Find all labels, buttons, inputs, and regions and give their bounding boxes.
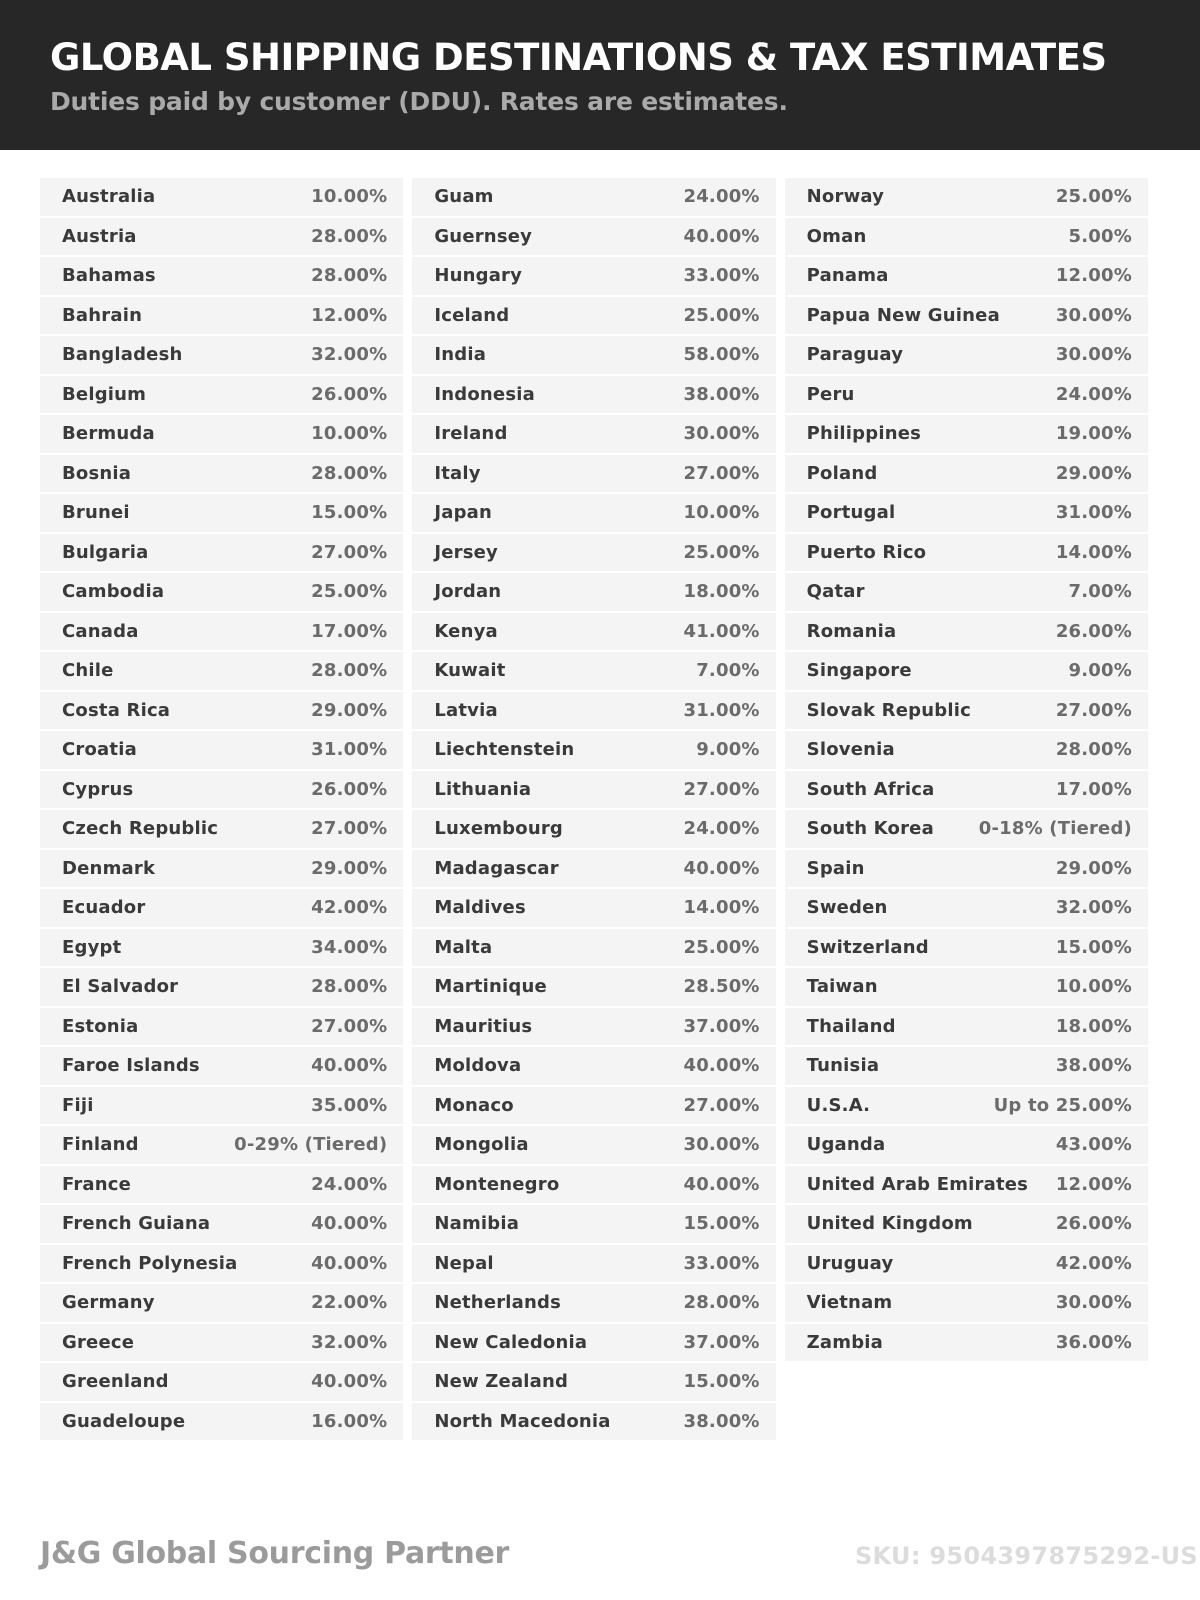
table-row xyxy=(412,929,775,967)
tax-rate: 9.00% xyxy=(1068,660,1132,682)
tax-rate: 41.00% xyxy=(683,620,760,642)
tax-rate: 40.00% xyxy=(311,1213,388,1235)
tax-rate: 24.00% xyxy=(683,818,760,840)
tax-rate: 27.00% xyxy=(311,541,388,563)
table-row xyxy=(40,613,403,651)
country-name: Latvia xyxy=(434,699,498,721)
country-name: Guernsey xyxy=(434,225,533,247)
table-row xyxy=(40,178,403,216)
country-name: Mongolia xyxy=(434,1134,529,1156)
table-row xyxy=(40,573,403,611)
table-row xyxy=(785,1205,1148,1243)
tax-rate: 30.00% xyxy=(1055,304,1132,326)
table-row xyxy=(412,297,775,335)
table-row xyxy=(40,968,403,1006)
tax-rate: 28.00% xyxy=(311,976,388,998)
tax-rate: 33.00% xyxy=(683,265,760,287)
table-row xyxy=(40,731,403,769)
tax-rate: 18.00% xyxy=(683,581,760,603)
tax-rate: 30.00% xyxy=(683,423,760,445)
country-name: Slovenia xyxy=(806,739,895,761)
table-row xyxy=(412,1087,775,1125)
tax-rate: 29.00% xyxy=(311,699,388,721)
table-row xyxy=(785,1008,1148,1046)
country-name: Estonia xyxy=(62,1015,139,1037)
tax-rate: 0-18% (Tiered) xyxy=(978,818,1132,840)
tax-table xyxy=(40,178,1148,1442)
table-row xyxy=(412,968,775,1006)
table-row xyxy=(785,889,1148,927)
table-row xyxy=(40,652,403,690)
tax-rate: 33.00% xyxy=(683,1252,760,1274)
tax-rate: 12.00% xyxy=(311,304,388,326)
table-row xyxy=(40,1008,403,1046)
table-row xyxy=(40,692,403,730)
table-row xyxy=(40,494,403,532)
tax-rate: 40.00% xyxy=(683,857,760,879)
table-row xyxy=(785,731,1148,769)
table-row xyxy=(40,1047,403,1085)
tax-rate: 24.00% xyxy=(1055,383,1132,405)
tax-rate: 40.00% xyxy=(311,1055,388,1077)
table-row xyxy=(412,889,775,927)
tax-rate: 28.50% xyxy=(683,976,760,998)
page-subtitle: Duties paid by customer (DDU). Rates are estimates. xyxy=(50,86,788,116)
tax-rate: 28.00% xyxy=(1055,739,1132,761)
country-name: Uruguay xyxy=(806,1252,894,1274)
table-row xyxy=(785,810,1148,848)
table-row xyxy=(412,810,775,848)
country-name: Taiwan xyxy=(806,976,878,998)
tax-rate: 40.00% xyxy=(311,1371,388,1393)
country-name: India xyxy=(434,344,487,366)
country-name: Japan xyxy=(434,502,493,524)
tax-rate: 31.00% xyxy=(683,699,760,721)
tax-rate: 17.00% xyxy=(1055,778,1132,800)
table-row xyxy=(785,494,1148,532)
table-row xyxy=(40,1126,403,1164)
tax-rate: 38.00% xyxy=(683,383,760,405)
table-row xyxy=(412,257,775,295)
country-name: Bangladesh xyxy=(62,344,183,366)
country-name: Jordan xyxy=(434,581,502,603)
country-name: Spain xyxy=(806,857,865,879)
table-row xyxy=(785,1166,1148,1204)
tax-rate: 34.00% xyxy=(311,936,388,958)
tax-rate: 32.00% xyxy=(311,1331,388,1353)
country-name: Canada xyxy=(62,620,139,642)
table-row xyxy=(785,1047,1148,1085)
table-row xyxy=(412,731,775,769)
tax-rate: 25.00% xyxy=(683,541,760,563)
tax-rate: 27.00% xyxy=(683,462,760,484)
table-row xyxy=(412,376,775,414)
brand-name: J&G Global Sourcing Partner xyxy=(40,1536,510,1571)
tax-rate: 42.00% xyxy=(311,897,388,919)
country-name: Martinique xyxy=(434,976,547,998)
country-name: Kuwait xyxy=(434,660,506,682)
table-row xyxy=(412,1047,775,1085)
tax-rate: 26.00% xyxy=(311,778,388,800)
table-row xyxy=(412,1126,775,1164)
table-row xyxy=(412,415,775,453)
country-name: Peru xyxy=(806,383,855,405)
tax-rate: 19.00% xyxy=(1055,423,1132,445)
country-name: Paraguay xyxy=(806,344,904,366)
country-name: Uganda xyxy=(806,1134,886,1156)
country-name: Panama xyxy=(806,265,889,287)
table-row xyxy=(412,336,775,374)
country-name: Brunei xyxy=(62,502,130,524)
table-row xyxy=(40,929,403,967)
sku-label: SKU: 9504397875292-US xyxy=(854,1542,1198,1570)
tax-rate: 25.00% xyxy=(683,936,760,958)
tax-rate: 29.00% xyxy=(1055,462,1132,484)
tax-rate: 14.00% xyxy=(1055,541,1132,563)
country-name: Portugal xyxy=(806,502,896,524)
country-name: Sweden xyxy=(806,897,888,919)
table-row xyxy=(412,771,775,809)
country-name: Thailand xyxy=(806,1015,896,1037)
table-row xyxy=(412,455,775,493)
country-name: Faroe Islands xyxy=(62,1055,200,1077)
tax-rate: 15.00% xyxy=(1055,936,1132,958)
country-name: Madagascar xyxy=(434,857,559,879)
table-row xyxy=(785,534,1148,572)
country-name: U.S.A. xyxy=(806,1094,871,1116)
tax-rate: 15.00% xyxy=(311,502,388,524)
tax-rate: 43.00% xyxy=(1055,1134,1132,1156)
tax-rate: 22.00% xyxy=(311,1292,388,1314)
tax-rate: 10.00% xyxy=(311,186,388,208)
tax-rate: 32.00% xyxy=(1055,897,1132,919)
tax-rate: 25.00% xyxy=(683,304,760,326)
country-name: Czech Republic xyxy=(62,818,219,840)
country-name: Luxembourg xyxy=(434,818,564,840)
country-name: Papua New Guinea xyxy=(806,304,1000,326)
table-row xyxy=(785,336,1148,374)
country-name: Iceland xyxy=(434,304,510,326)
country-name: Moldova xyxy=(434,1055,522,1077)
table-row xyxy=(40,1205,403,1243)
country-name: Nepal xyxy=(434,1252,494,1274)
tax-rate: 9.00% xyxy=(696,739,760,761)
country-name: Austria xyxy=(62,225,137,247)
country-name: Bosnia xyxy=(62,462,132,484)
table-row xyxy=(412,850,775,888)
tax-rate: 17.00% xyxy=(311,620,388,642)
country-name: Ecuador xyxy=(62,897,146,919)
country-name: Indonesia xyxy=(434,383,535,405)
tax-rate: 31.00% xyxy=(311,739,388,761)
country-name: Singapore xyxy=(806,660,912,682)
table-row xyxy=(785,692,1148,730)
table-row xyxy=(412,1403,775,1441)
tax-rate: 31.00% xyxy=(1055,502,1132,524)
tax-rate: 28.00% xyxy=(311,462,388,484)
tax-rate: 40.00% xyxy=(683,1173,760,1195)
table-row xyxy=(785,178,1148,216)
country-name: South Korea xyxy=(806,818,934,840)
tax-rate: 26.00% xyxy=(311,383,388,405)
country-name: South Africa xyxy=(806,778,935,800)
tax-rate: 29.00% xyxy=(311,857,388,879)
table-row xyxy=(785,1245,1148,1283)
tax-rate: 29.00% xyxy=(1055,857,1132,879)
country-name: Bulgaria xyxy=(62,541,149,563)
country-name: Poland xyxy=(806,462,878,484)
country-name: Monaco xyxy=(434,1094,514,1116)
tax-rate: 27.00% xyxy=(311,818,388,840)
tax-rate: 30.00% xyxy=(1055,1292,1132,1314)
table-row xyxy=(412,613,775,651)
country-name: Philippines xyxy=(806,423,922,445)
table-row xyxy=(785,376,1148,414)
country-name: Tunisia xyxy=(806,1055,880,1077)
table-row xyxy=(412,573,775,611)
table-row xyxy=(785,613,1148,651)
table-row xyxy=(785,1087,1148,1125)
tax-rate: 27.00% xyxy=(1055,699,1132,721)
table-row xyxy=(40,1324,403,1362)
country-name: Fiji xyxy=(62,1094,94,1116)
country-name: Hungary xyxy=(434,265,523,287)
tax-rate: 26.00% xyxy=(1055,1213,1132,1235)
country-name: Denmark xyxy=(62,857,156,879)
table-row xyxy=(412,1008,775,1046)
table-row xyxy=(40,889,403,927)
table-row xyxy=(785,573,1148,611)
country-name: Jersey xyxy=(434,541,498,563)
tax-rate: 10.00% xyxy=(683,502,760,524)
table-row xyxy=(40,336,403,374)
country-name: Qatar xyxy=(806,581,865,603)
country-name: Cyprus xyxy=(62,778,134,800)
table-row xyxy=(412,494,775,532)
table-row xyxy=(412,178,775,216)
tax-rate: 37.00% xyxy=(683,1331,760,1353)
country-name: Montenegro xyxy=(434,1173,560,1195)
country-name: French Guiana xyxy=(62,1213,211,1235)
country-name: Romania xyxy=(806,620,897,642)
tax-rate: 0-29% (Tiered) xyxy=(234,1134,388,1156)
table-row xyxy=(785,771,1148,809)
country-name: Kenya xyxy=(434,620,498,642)
table-row xyxy=(40,1363,403,1401)
table-row xyxy=(785,415,1148,453)
tax-rate: 24.00% xyxy=(683,186,760,208)
tax-rate: 28.00% xyxy=(683,1292,760,1314)
tax-rate: 14.00% xyxy=(683,897,760,919)
tax-rate: 35.00% xyxy=(311,1094,388,1116)
country-name: Bermuda xyxy=(62,423,155,445)
country-name: Croatia xyxy=(62,739,137,761)
tax-rate: 40.00% xyxy=(683,225,760,247)
table-row xyxy=(785,455,1148,493)
header-banner xyxy=(0,0,1200,150)
table-row xyxy=(785,968,1148,1006)
country-name: Maldives xyxy=(434,897,526,919)
country-name: Australia xyxy=(62,186,156,208)
country-name: Greenland xyxy=(62,1371,169,1393)
table-row xyxy=(785,218,1148,256)
table-row xyxy=(40,1284,403,1322)
tax-rate: 25.00% xyxy=(311,581,388,603)
table-column-1 xyxy=(40,178,403,1442)
table-row xyxy=(40,771,403,809)
tax-rate: 27.00% xyxy=(683,778,760,800)
table-row xyxy=(40,1403,403,1441)
country-name: Greece xyxy=(62,1331,135,1353)
table-row xyxy=(412,1324,775,1362)
table-row xyxy=(412,218,775,256)
country-name: Costa Rica xyxy=(62,699,171,721)
tax-rate: 30.00% xyxy=(1055,344,1132,366)
country-name: Puerto Rico xyxy=(806,541,927,563)
country-name: Norway xyxy=(806,186,885,208)
country-name: Italy xyxy=(434,462,481,484)
table-row xyxy=(785,652,1148,690)
country-name: New Caledonia xyxy=(434,1331,588,1353)
tax-rate: 28.00% xyxy=(311,265,388,287)
tax-rate: 28.00% xyxy=(311,225,388,247)
table-row xyxy=(40,1087,403,1125)
country-name: Germany xyxy=(62,1292,155,1314)
tax-rate: 24.00% xyxy=(311,1173,388,1195)
table-row xyxy=(40,218,403,256)
country-name: United Kingdom xyxy=(806,1213,973,1235)
tax-rate: 16.00% xyxy=(311,1410,388,1432)
table-row xyxy=(412,1284,775,1322)
table-row xyxy=(40,1245,403,1283)
tax-rate: 40.00% xyxy=(311,1252,388,1274)
country-name: Cambodia xyxy=(62,581,165,603)
tax-rate: 10.00% xyxy=(311,423,388,445)
table-row xyxy=(412,652,775,690)
table-row xyxy=(412,692,775,730)
country-name: France xyxy=(62,1173,132,1195)
table-row xyxy=(412,534,775,572)
tax-rate: 40.00% xyxy=(683,1055,760,1077)
table-row xyxy=(412,1166,775,1204)
country-name: Vietnam xyxy=(806,1292,893,1314)
tax-rate: 12.00% xyxy=(1055,1173,1132,1195)
tax-rate: 37.00% xyxy=(683,1015,760,1037)
table-row xyxy=(40,810,403,848)
page-title: GLOBAL SHIPPING DESTINATIONS & TAX ESTIMATES xyxy=(50,36,1107,79)
tax-rate: 7.00% xyxy=(696,660,760,682)
country-name: Bahamas xyxy=(62,265,156,287)
country-name: Guadeloupe xyxy=(62,1410,186,1432)
country-name: Egypt xyxy=(62,936,122,958)
table-row xyxy=(40,415,403,453)
table-row xyxy=(40,376,403,414)
country-name: Malta xyxy=(434,936,493,958)
tax-rate: 36.00% xyxy=(1055,1331,1132,1353)
tax-rate: 25.00% xyxy=(1055,186,1132,208)
tax-rate: 15.00% xyxy=(683,1371,760,1393)
table-row xyxy=(40,1166,403,1204)
country-name: Finland xyxy=(62,1134,139,1156)
country-name: Liechtenstein xyxy=(434,739,575,761)
country-name: Lithuania xyxy=(434,778,532,800)
table-row xyxy=(785,850,1148,888)
country-name: Oman xyxy=(806,225,867,247)
country-name: North Macedonia xyxy=(434,1410,611,1432)
tax-rate: 5.00% xyxy=(1068,225,1132,247)
tax-rate: 58.00% xyxy=(683,344,760,366)
country-name: Netherlands xyxy=(434,1292,562,1314)
tax-rate: 28.00% xyxy=(311,660,388,682)
country-name: New Zealand xyxy=(434,1371,569,1393)
table-row xyxy=(40,257,403,295)
table-row xyxy=(412,1205,775,1243)
country-name: El Salvador xyxy=(62,976,179,998)
table-row xyxy=(785,297,1148,335)
tax-rate: 10.00% xyxy=(1055,976,1132,998)
table-row xyxy=(785,1284,1148,1322)
table-row xyxy=(785,929,1148,967)
country-name: Zambia xyxy=(806,1331,884,1353)
tax-rate: Up to 25.00% xyxy=(993,1094,1132,1116)
tax-rate: 30.00% xyxy=(683,1134,760,1156)
table-row xyxy=(40,455,403,493)
table-row xyxy=(40,534,403,572)
country-name: French Polynesia xyxy=(62,1252,238,1274)
country-name: Slovak Republic xyxy=(806,699,971,721)
tax-rate: 7.00% xyxy=(1068,581,1132,603)
table-column-2 xyxy=(412,178,775,1442)
tax-rate: 27.00% xyxy=(683,1094,760,1116)
tax-rate: 32.00% xyxy=(311,344,388,366)
tax-rate: 15.00% xyxy=(683,1213,760,1235)
table-column-3 xyxy=(785,178,1148,1363)
table-row xyxy=(40,297,403,335)
country-name: Guam xyxy=(434,186,494,208)
tax-rate: 38.00% xyxy=(683,1410,760,1432)
tax-rate: 42.00% xyxy=(1055,1252,1132,1274)
table-row xyxy=(785,257,1148,295)
table-row xyxy=(40,850,403,888)
tax-rate: 26.00% xyxy=(1055,620,1132,642)
country-name: United Arab Emirates xyxy=(806,1173,1029,1195)
tax-rate: 18.00% xyxy=(1055,1015,1132,1037)
tax-rate: 12.00% xyxy=(1055,265,1132,287)
country-name: Switzerland xyxy=(806,936,929,958)
country-name: Chile xyxy=(62,660,114,682)
table-row xyxy=(412,1245,775,1283)
country-name: Namibia xyxy=(434,1213,520,1235)
country-name: Belgium xyxy=(62,383,147,405)
table-row xyxy=(785,1126,1148,1164)
country-name: Ireland xyxy=(434,423,508,445)
tax-rate: 38.00% xyxy=(1055,1055,1132,1077)
country-name: Bahrain xyxy=(62,304,143,326)
country-name: Mauritius xyxy=(434,1015,533,1037)
table-row xyxy=(785,1324,1148,1362)
tax-rate: 27.00% xyxy=(311,1015,388,1037)
table-row xyxy=(412,1363,775,1401)
